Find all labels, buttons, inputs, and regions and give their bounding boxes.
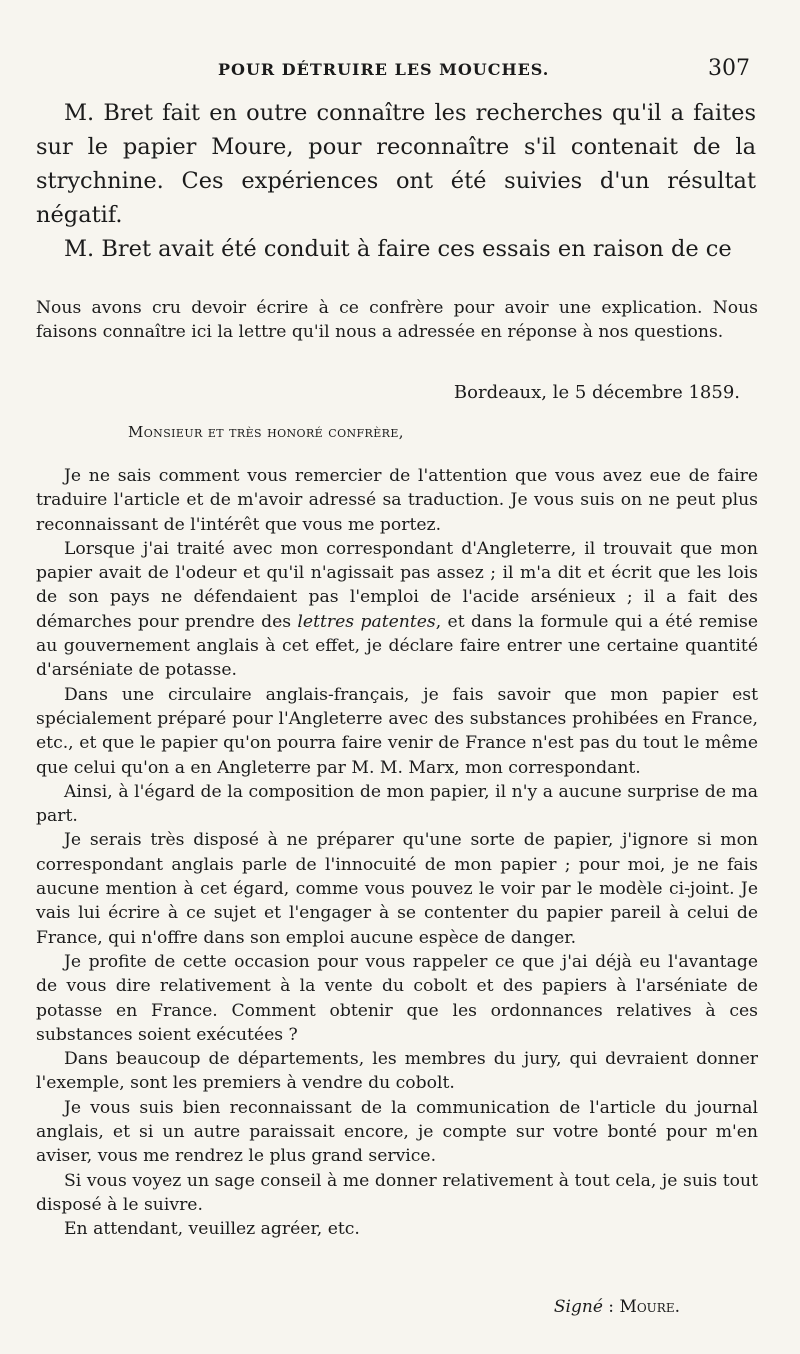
letter-paragraph: Je vous suis bien reconnaissant de la communication de l'article du journal anglais, et si un autre paraissait encore, je compte sur votre bonté pour m'en aviser, vous me rendrez le plus grand service. [36, 1097, 758, 1167]
letter-paragraph: Dans beaucoup de départements, les membres du jury, qui devraient donner l'exemple, sont les premiers à vendre du cobolt. [36, 1049, 758, 1094]
signature-label: Signé [553, 1297, 603, 1317]
letter-paragraph: Lorsque j'ai traité avec mon correspondant d'Angleterre, il trouvait que mon papier avait de l'odeur et qu'il n'agissait pas assez ; il m'a dit et écrit que les lois de son pays ne défendaient pas l'emploi de l'acide arsénieux ; il a fait des démarches pour prendre des lettres patentes, et dans la formule qui a été remise au gouvernement anglais à cet effet, je déclare faire entrer une certaine quantité d'arséniate de potasse. [36, 538, 758, 681]
letter-paragraph: Ainsi, à l'égard de la composition de mon papier, il n'y a aucune surprise de ma part. [36, 781, 758, 827]
letter-paragraph: Je profite de cette occasion pour vous rappeler ce que j'ai déjà eu l'avantage de vous dire relativement à la vente du cobolt et des papiers à l'arséniate de potasse en France. Comment obtenir que les ordonnances relatives à ces substances soient exécutées ? [36, 951, 758, 1045]
letter-dateline: Bordeaux, le 5 décembre 1859. [453, 382, 740, 403]
paragraph-bret-research: M. Bret fait en outre connaître les recherches qu'il a faites sur le papier Moure, pour reconnaître s'il contenait de la strychnine. Ces expériences ont été suivies d'un résultat négatif. [36, 100, 756, 228]
paragraph-bret-conduit: M. Bret avait été conduit à faire ces essais en raison de ce [64, 236, 732, 262]
letter-body [36, 464, 758, 1242]
running-head: POUR DÉTRUIRE LES MOUCHES. [218, 60, 550, 79]
letter-paragraph: Je ne sais comment vous remercier de l'attention que vous avez eue de faire traduire l'article et de m'avoir adressé sa traduction. Je vous suis on ne peut plus reconnaissant de l'intérêt que vous me portez. [36, 466, 758, 535]
intro-paragraph: Nous avons cru devoir écrire à ce confrère pour avoir une explication. Nous faisons connaître ici la lettre qu'il nous a adressée en réponse à nos questions. [36, 298, 758, 343]
letter-salutation: Monsieur et très honoré confrère, [128, 423, 404, 441]
signature-name: Moure. [619, 1297, 680, 1317]
main-text [36, 96, 756, 266]
letter-paragraph: En attendant, veuillez agréer, etc. [64, 1219, 360, 1240]
italic-phrase: lettres patentes [297, 611, 436, 632]
letter-paragraph: Je serais très disposé à ne préparer qu'une sorte de papier, j'ignore si mon correspondant anglais parle de l'innocuité de mon papier ; pour moi, je ne fais aucune mention à cet égard, comme vous pouvez le voir par le modèle ci-joint. Je vais lui écrire à ce sujet et l'engager à se contenter du papier pareil à celui de France, qui n'offre dans son emploi aucune espèce de danger. [36, 830, 758, 948]
page-header [38, 58, 760, 88]
page-number: 307 [708, 56, 750, 81]
letter-signature: Signé : Moure. [553, 1297, 680, 1317]
letter-paragraph: Dans une circulaire anglais-français, je fais savoir que mon papier est spécialement préparé pour l'Angleterre avec des substances prohibées en France, etc., et que le papier qu'on pourra faire venir de France n'est pas du tout le même que celui qu'on a en Angleterre par M. M. Marx, mon correspondant. [36, 684, 758, 778]
letter-paragraph: Si vous voyez un sage conseil à me donner relativement à tout cela, je suis tout disposé à le suivre. [36, 1170, 758, 1215]
editor-note [36, 296, 758, 345]
